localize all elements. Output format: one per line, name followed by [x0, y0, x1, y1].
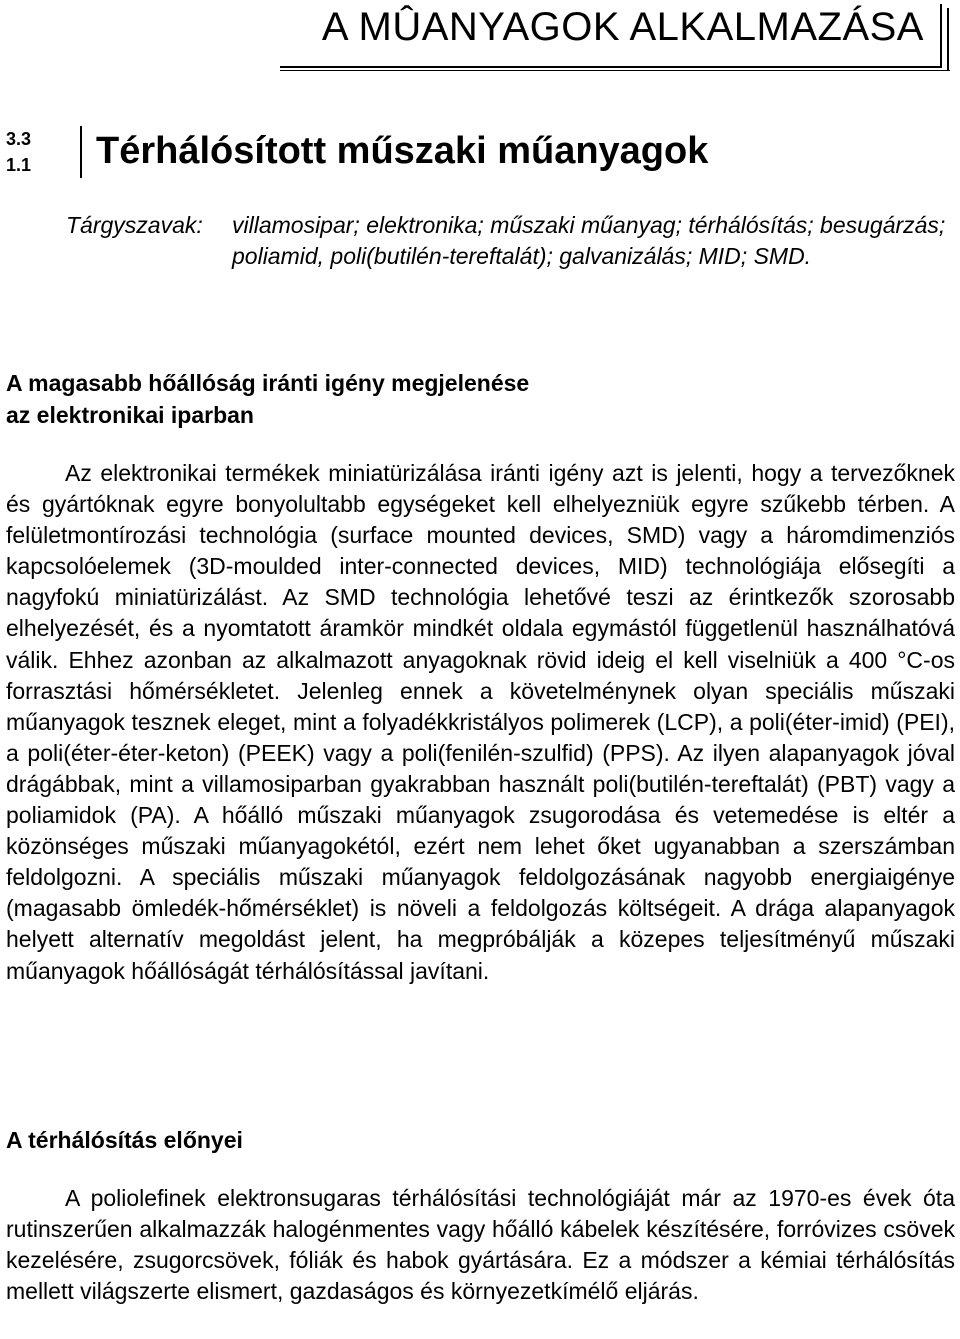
header-rule-bottom	[280, 70, 950, 71]
header-rule-right-inner	[940, 4, 942, 68]
header-rule-top	[280, 66, 942, 68]
subheading-line1: A magasabb hőállóság iránti igény megjelenése	[6, 370, 530, 396]
section-number	[6, 126, 31, 178]
subheading-line2: az elektronikai iparban	[6, 401, 254, 428]
section-title: Térhálósított műszaki műanyagok	[96, 130, 709, 172]
page-header	[0, 0, 960, 70]
subheading-high-temperature	[6, 368, 529, 431]
section-number-line2: 1.1	[6, 155, 32, 175]
section-divider	[80, 126, 82, 178]
paragraph-miniaturization: Az elektronikai termékek miniatürizálása iránti igény azt is jelenti, hogy a tervezőknek és gyártóknak egyre bonyolultabb egységeket kell elhelyezniük egyre szűkebb térben. A felületmontírozási technológia (surface mounted devices, SMD) vagy a háromdimenziós kapcsolóelemek (3D-moulded inter-connected devices, MID) technológiája elősegíti a nagyfokú miniatürizálást. Az SMD technológia lehetővé teszi az érintkezők szorosabb elhelyezését, és a nyomtatott áramkör mindkét oldala egymástól függetlenül használhatóvá válik. Ehhez azonban az alkalmazott anyagoknak rövid ideig el kell viselniük a 400 °C-os forrasztási hőmérsékletet. Jelenleg ennek a követelménynek olyan speciális műszaki műanyagok tesznek eleget, mint a folyadékkristályos polimerek (LCP), a poli(éter-imid) (PEI), a poli(éter-éter-keton) (PEEK) vagy a poli(fenilén-szulfid) (PPS). Az ilyen alapanyagok jóval drágábbak, mint a villamosiparban gyakrabban használt poli(butilén-tereftalát) (PBT) vagy a poliamidok (PA). A hőálló műszaki műanyagok zsugorodása és vetemedése is eltér a közönséges műszaki műanyagokétól, ezért nem lehet őket ugyanabban a szerszámban feldolgozni. A speciális műszaki műanyagok feldolgozásának nagyobb energiaigénye (magasabb ömledék-hőmérséklet) is növeli a feldolgozás költségeit. A drága alapanyagok helyett alternatív megoldást jelent, ha megpróbálják a közepes teljesítményű műszaki műanyagok hőállóságát térhálósítással javítani.	[6, 460, 955, 984]
header-rule-right-outer	[947, 8, 949, 71]
section-number-line1: 3.3	[6, 129, 32, 149]
header-title: A MÛANYAGOK ALKALMAZÁSA	[321, 5, 924, 49]
paragraph-electron-beam: A poliolefinek elektronsugaras térhálósítási technológiáját már az 1970-es évek óta rutinszerűen alkalmazzák halogénmentes vagy hőálló kábelek készítésére, forróvizes csövek kezelésére, zsugorcsövek, fóliák és habok gyártására. Ez a módszer a kémiai térhálósítás mellett világszerte elismert, gazdaságos és környezetkímélő eljárás.	[6, 1185, 955, 1305]
keywords-label: Tárgyszavak:	[66, 212, 203, 238]
keywords-text: villamosipar; elektronika; műszaki műanyag; térhálósítás; besugárzás; poliamid, poli(butilén-tereftalát); galvanizálás; MID; SMD.	[232, 212, 946, 269]
subheading-crosslinking-advantages: A térhálósítás előnyei	[6, 1127, 243, 1153]
